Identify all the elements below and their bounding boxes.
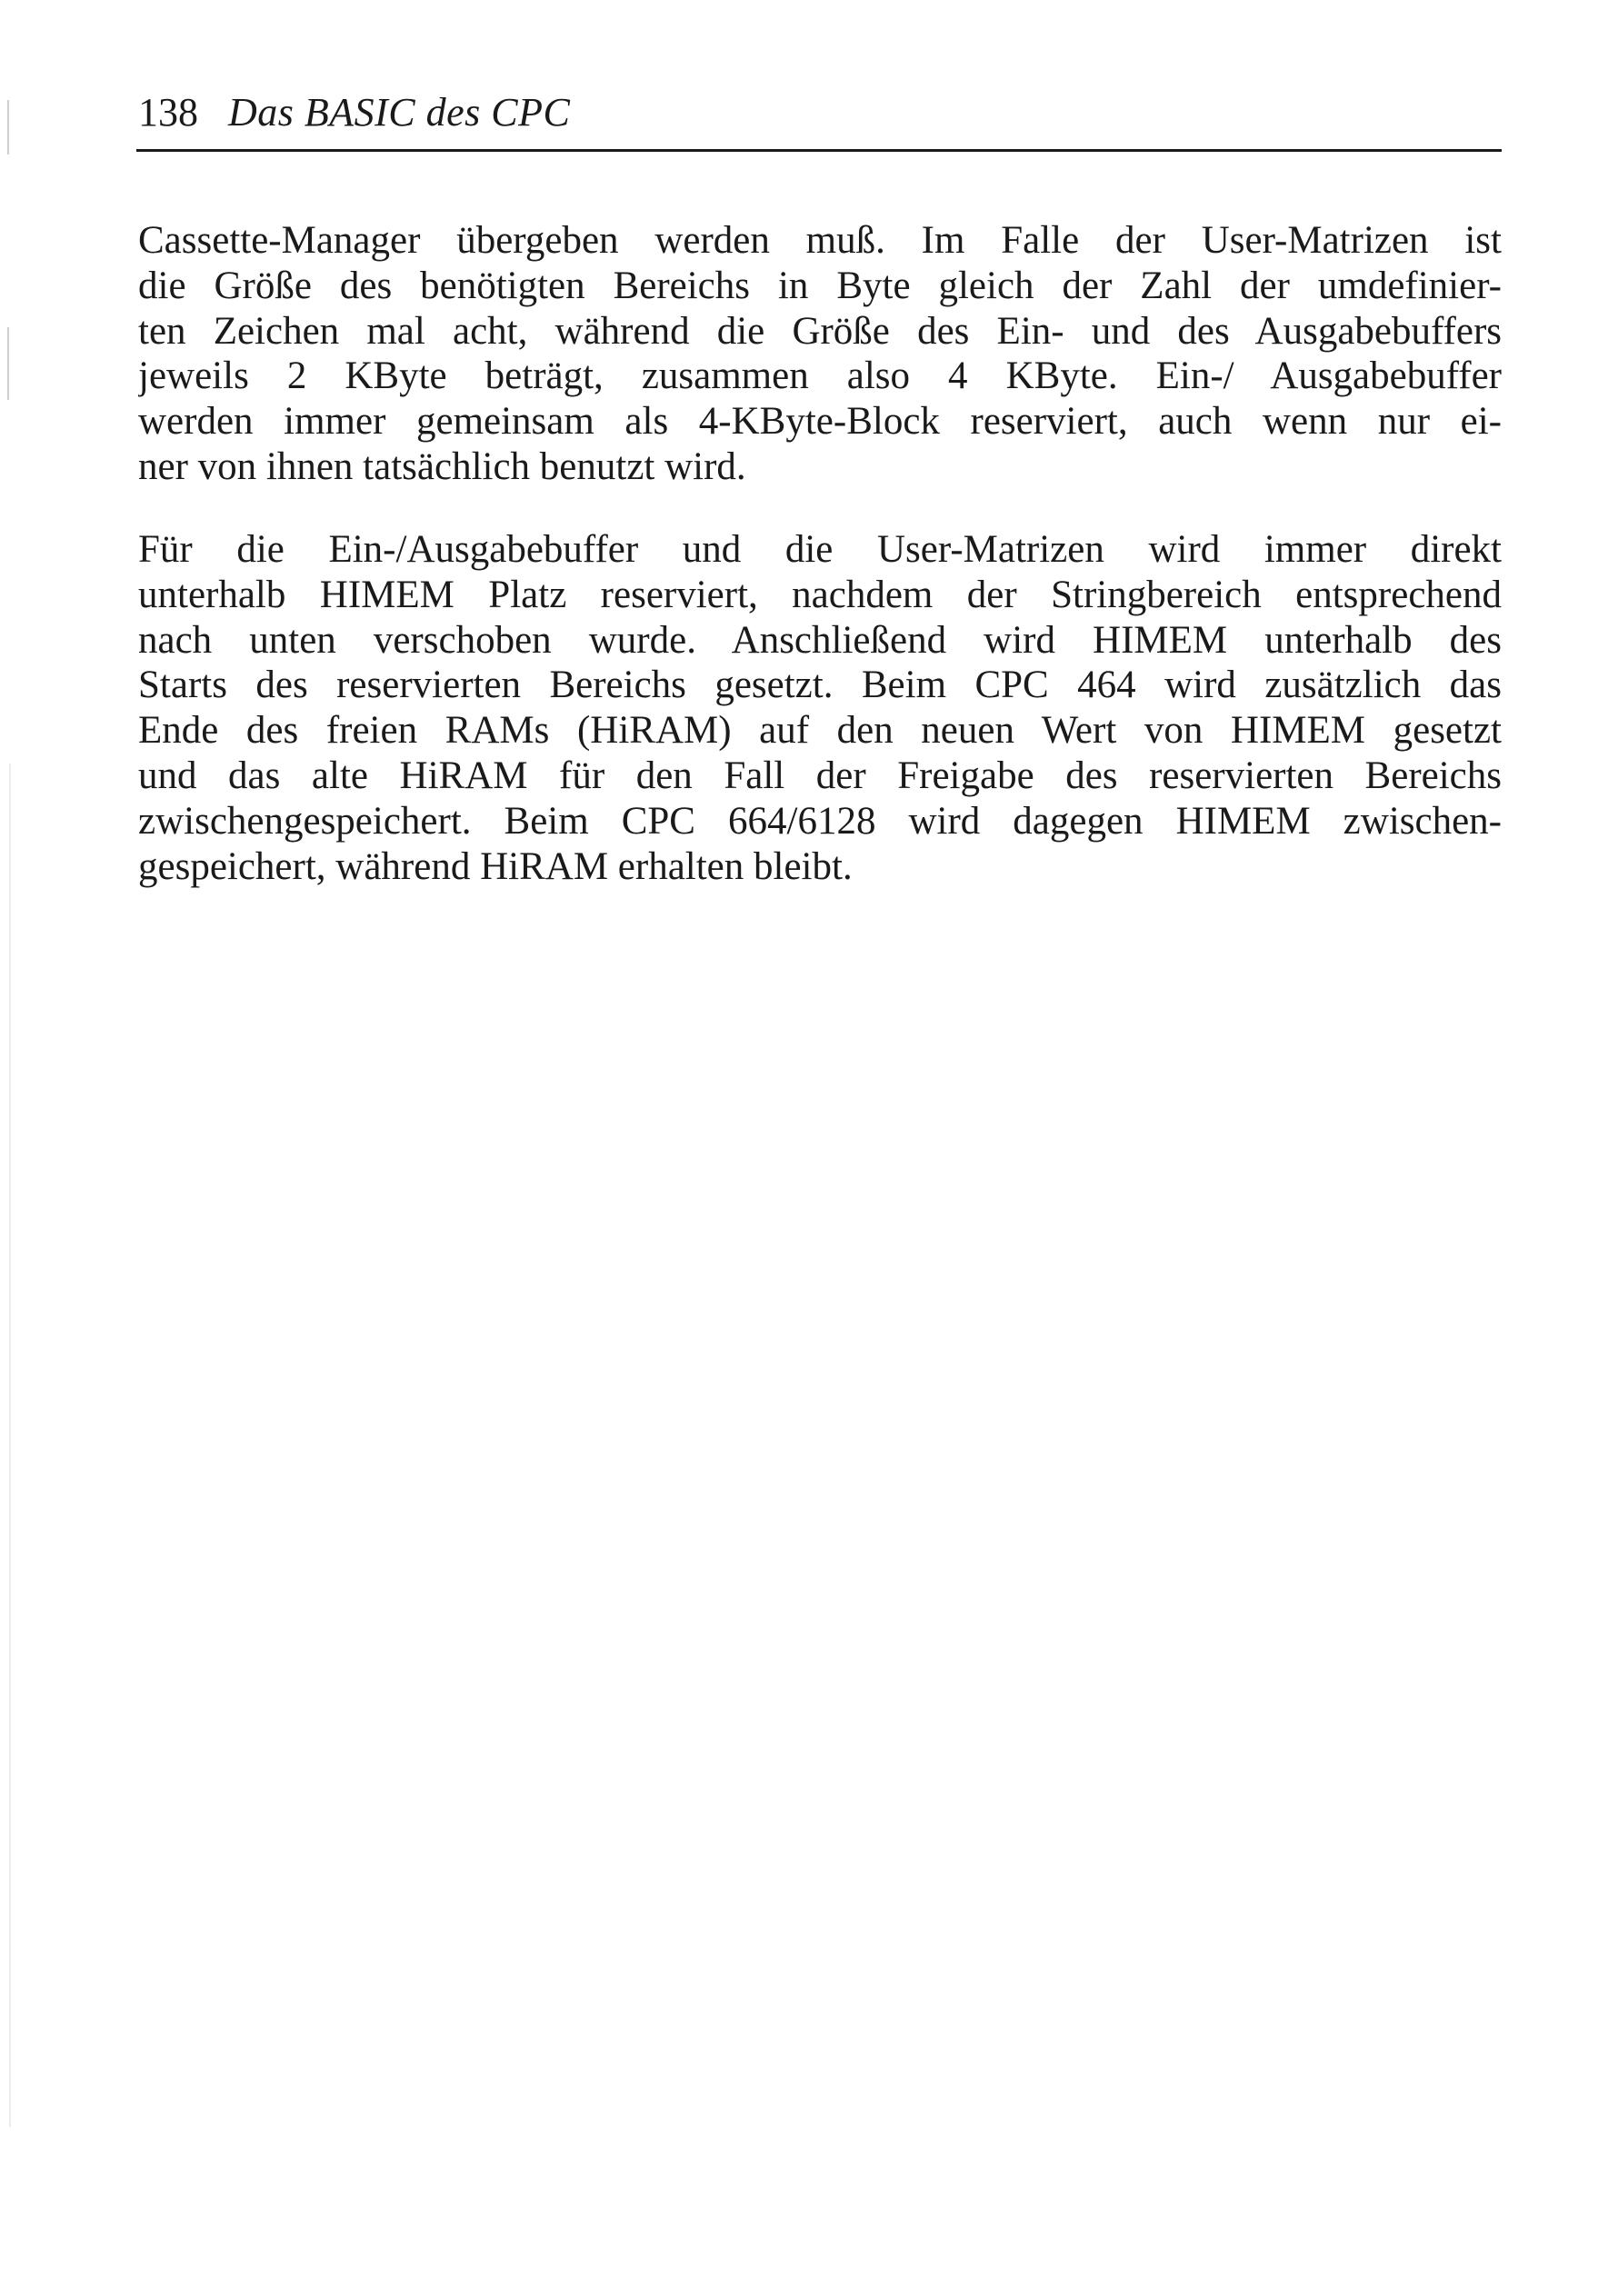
text-line: ner von ihnen tatsächlich benutzt wird. [138,444,746,488]
paragraph-1 [138,218,1502,490]
text-line: werden immer gemeinsam als 4-KByte-Block reserviert, auch wenn nur ei- [138,400,1502,444]
running-head [138,89,570,136]
text-line: unterhalb HIMEM Platz reserviert, nachdem der Stringbereich entsprechend [138,573,1502,616]
text-line: zwischengespeichert. Beim CPC 664/6128 wird dagegen HIMEM zwischen- [138,799,1502,843]
running-title: Das BASIC des CPC [228,90,571,135]
text-line: ten Zeichen mal acht, während die Größe des Ein- und des Ausgabebuffers [138,309,1502,353]
text-line: jeweils 2 KByte beträgt, zusammen also 4 KByte. Ein-/ Ausgabebuffer [138,354,1502,398]
text-line: und das alte HiRAM für den Fall der Freigabe des reservierten Bereichs [138,754,1502,797]
header-rule [136,149,1502,152]
text-line: Starts des reservierten Bereichs gesetzt. Beim CPC 464 wird zusätzlich das [138,664,1502,707]
text-line: Cassette-Manager übergeben werden muß. Im Falle der User-Matrizen ist [138,219,1502,262]
text-line: gespeichert, während HiRAM erhalten bleibt. [138,844,853,888]
scan-margin-mark [7,327,9,400]
scan-margin-mark [7,100,9,155]
text-line: Ende des freien RAMs (HiRAM) auf den neuen Wert von HIMEM gesetzt [138,709,1502,753]
text-line: die Größe des benötigten Bereichs in Byte gleich der Zahl der umdefinier- [138,264,1502,307]
scan-margin-mark [9,764,11,2127]
page-number: 138 [138,90,198,135]
text-line: Für die Ein-/Ausgabebuffer und die User-Matrizen wird immer direkt [138,528,1502,571]
paragraph-2 [138,527,1502,889]
text-line: nach unten verschoben wurde. Anschließend wird HIMEM unterhalb des [138,618,1502,662]
